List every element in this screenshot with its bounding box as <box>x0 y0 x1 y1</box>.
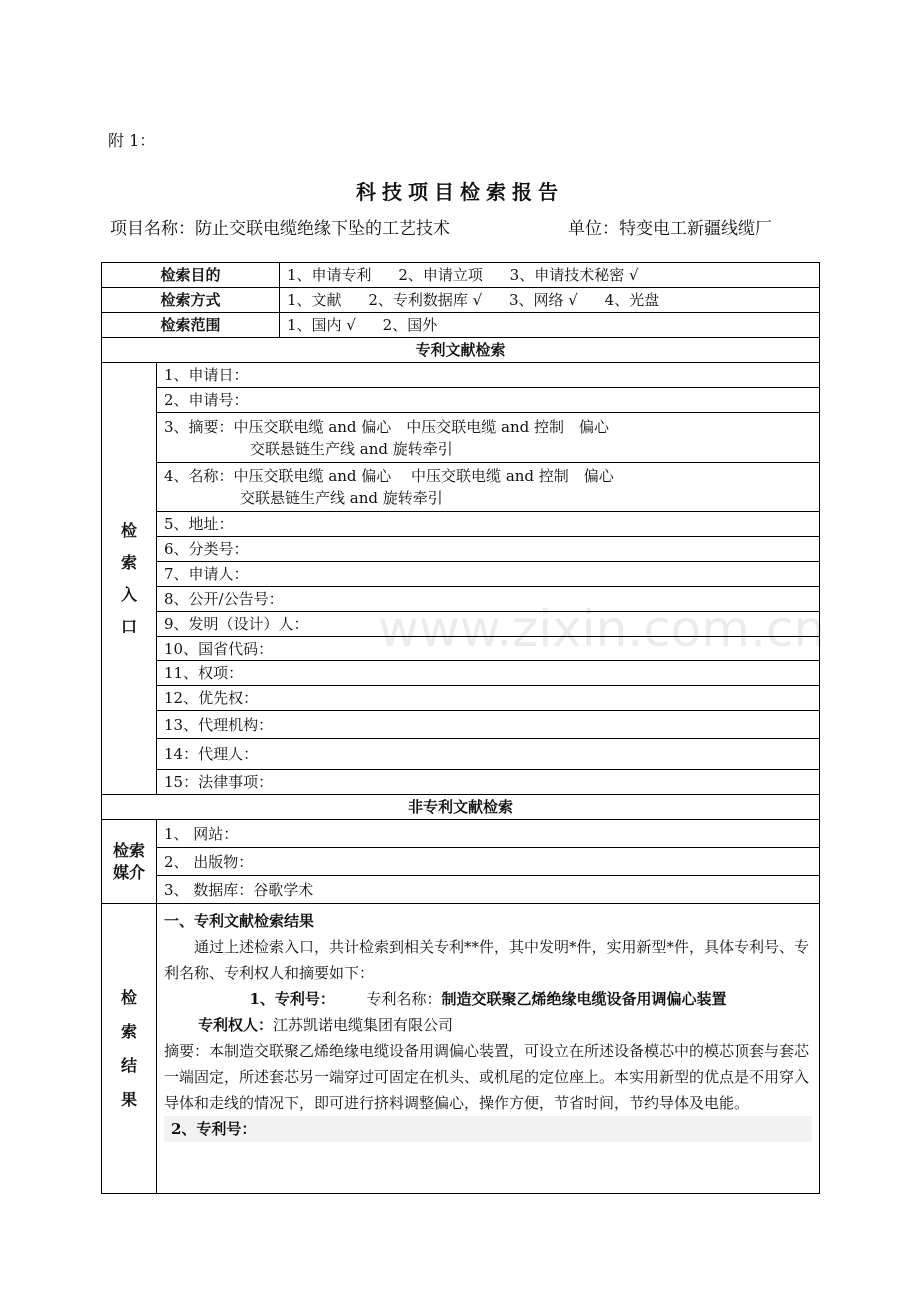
purpose-option-3: 3、申请技术秘密 √ <box>509 266 639 284</box>
patent-1-name: 制造交联聚乙烯绝缘电缆设备用调偏心装置 <box>441 990 727 1008</box>
unit-name: 单位：特变电工新疆线缆厂 <box>568 219 772 239</box>
patent-1-owner-label: 专利权人： <box>198 1016 274 1034</box>
results-heading: 一、专利文献检索结果 <box>164 912 315 930</box>
patent-entry-item: 9、发明（设计）人： <box>157 612 820 637</box>
patent-entry-item: 13、代理机构： <box>157 711 820 739</box>
patent-entry-row <box>102 413 820 463</box>
patent-entry-row <box>102 711 820 739</box>
row-method <box>102 288 820 313</box>
purpose-option-1: 1、申请专利 <box>287 266 372 284</box>
patent-entry-row <box>102 388 820 413</box>
method-option-2: 2、专利数据库 √ <box>368 291 483 309</box>
patent-entry-item: 11、权项： <box>157 661 820 686</box>
method-label: 检索方式 <box>102 288 280 313</box>
results-label: 检 索 结 果 <box>102 904 157 1194</box>
patent-entry-item: 6、分类号： <box>157 537 820 562</box>
patent-entry-row <box>102 770 820 795</box>
project-name: 项目名称：防止交联电缆绝缘下坠的工艺技术 <box>110 219 450 239</box>
patent-entry-row <box>102 463 820 512</box>
scope-option-2: 2、国外 <box>382 316 438 334</box>
patent-section-title: 专利文献检索 <box>102 338 820 363</box>
patent-entry-label: 检 索 入 口 <box>102 363 157 795</box>
patent-entry-item: 7、申请人： <box>157 562 820 587</box>
scope-options <box>280 313 820 338</box>
scope-label: 检索范围 <box>102 313 280 338</box>
patent-entry-row <box>102 587 820 612</box>
patent-entry-item: 14：代理人： <box>157 739 820 770</box>
media-row <box>102 820 820 848</box>
nonpatent-section-title: 非专利文献检索 <box>102 795 820 820</box>
attachment-label: 附 1： <box>108 131 156 150</box>
patent-entry-row <box>102 686 820 711</box>
patent-entry-row <box>102 363 820 388</box>
results-row <box>102 904 820 1194</box>
patent-entry-row <box>102 562 820 587</box>
search-report-table <box>101 262 820 1194</box>
scope-option-1: 1、国内 √ <box>287 316 356 334</box>
media-label: 检索 媒介 <box>102 820 157 904</box>
patent-2-no-label: 2、专利号： <box>164 1116 812 1142</box>
patent-1-no-label: 1、专利号： <box>249 990 335 1008</box>
results-intro: 通过上述检索入口，共计检索到相关专利**件，其中发明*件，实用新型*件，具体专利号、专利名称、专利权人和摘要如下： <box>164 938 810 982</box>
patent-entry-item: 3、摘要：中压交联电缆 and 偏心 中压交联电缆 and 控制 偏心 交联悬链生产线 and 旋转牵引 <box>157 413 820 463</box>
purpose-label: 检索目的 <box>102 263 280 288</box>
patent-entry-item: 15：法律事项： <box>157 770 820 795</box>
patent-entry-item: 8、公开/公告号： <box>157 587 820 612</box>
patent-entry-item: 1、申请日： <box>157 363 820 388</box>
method-option-3: 3、网络 √ <box>509 291 578 309</box>
media-row <box>102 848 820 876</box>
report-title: 科技项目检索报告 <box>356 180 564 204</box>
patent-entry-item: 4、名称：中压交联电缆 and 偏心 中压交联电缆 and 控制 偏心 交联悬链生产线 and 旋转牵引 <box>157 463 820 512</box>
patent-1-owner-line <box>164 1012 812 1038</box>
patent-1-name-label: 专利名称： <box>366 990 442 1008</box>
row-purpose <box>102 263 820 288</box>
patent-1-owner: 江苏凯诺电缆集团有限公司 <box>273 1016 454 1034</box>
row-scope <box>102 313 820 338</box>
row-patent-section <box>102 338 820 363</box>
watermark: www.zixin.com.cn <box>378 600 826 658</box>
patent-entry-item: 2、申请号： <box>157 388 820 413</box>
patent-entry-row <box>102 512 820 537</box>
patent-entry-row <box>102 612 820 637</box>
patent-entry-item: 12、优先权： <box>157 686 820 711</box>
media-item: 1、 网站： <box>157 820 820 848</box>
purpose-option-2: 2、申请立项 <box>398 266 483 284</box>
patent-entry-row <box>102 739 820 770</box>
method-option-1: 1、文献 <box>287 291 342 309</box>
row-nonpatent-section <box>102 795 820 820</box>
results-content <box>157 904 820 1194</box>
media-item: 2、 出版物： <box>157 848 820 876</box>
patent-entry-row <box>102 537 820 562</box>
patent-entry-item: 5、地址： <box>157 512 820 537</box>
patent-entry-row <box>102 637 820 661</box>
media-row <box>102 876 820 904</box>
purpose-options <box>280 263 820 288</box>
patent-entry-item: 10、国省代码： <box>157 637 820 661</box>
patent-1-line <box>164 986 812 1012</box>
patent-entry-row <box>102 661 820 686</box>
patent-1-abstract: 摘要：本制造交联聚乙烯绝缘电缆设备用调偏心装置，可设立在所述设备模芯中的模芯顶套与套芯一端固定，所述套芯另一端穿过可固定在机头、或机尾的定位座上。本实用新型的优点是不用穿入导体和走线的情况下，即可进行挤料调整偏心，操作方便，节省时间，节约导体及电能。 <box>164 1042 810 1112</box>
method-option-4: 4、光盘 <box>604 291 660 309</box>
media-item: 3、 数据库：谷歌学术 <box>157 876 820 904</box>
method-options <box>280 288 820 313</box>
